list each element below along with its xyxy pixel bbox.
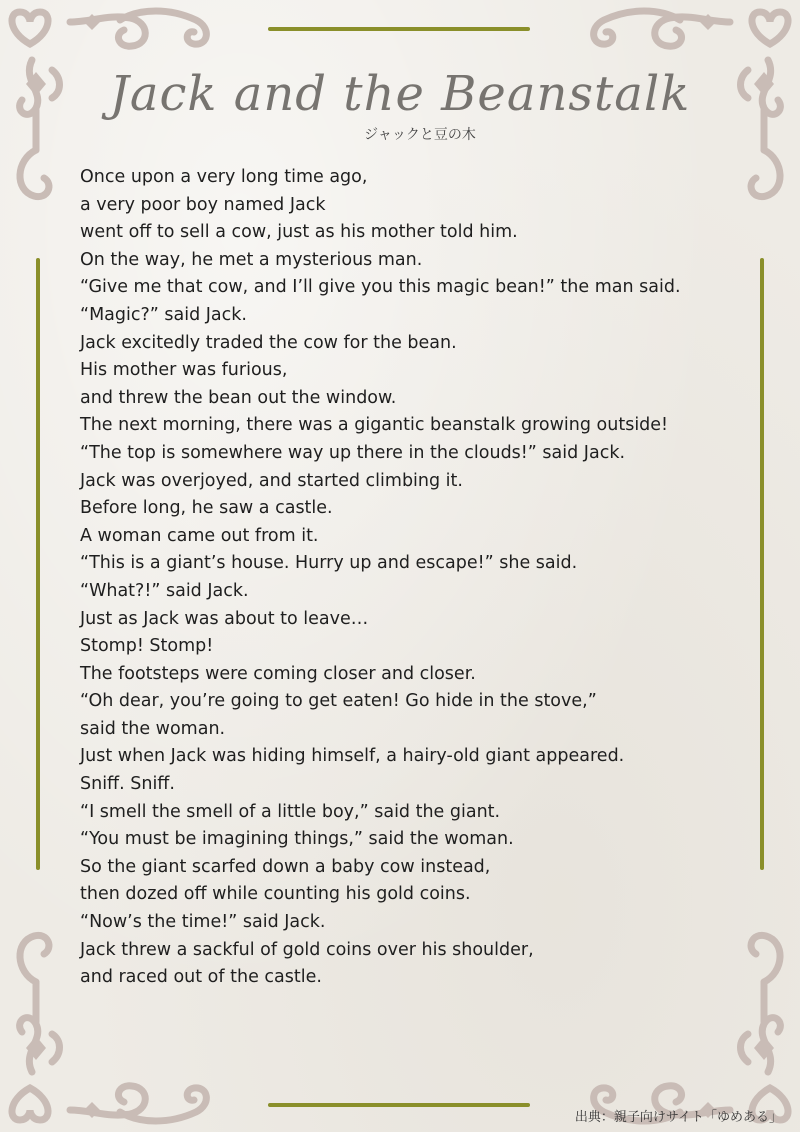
story-line: “What?!” said Jack.: [80, 580, 249, 601]
story-line: went off to sell a cow, just as his mother told him.: [80, 222, 518, 243]
story-line: Jack was overjoyed, and started climbing it.: [80, 470, 463, 491]
story-line: Just when Jack was hiding himself, a hairy-old giant appeared.: [80, 746, 625, 767]
left-rule: [36, 258, 40, 870]
source-credit: 出典：親子向けサイト「ゆめある」: [574, 1110, 782, 1125]
story-line: The footsteps were coming closer and closer.: [80, 663, 476, 684]
story-line: So the giant scarfed down a baby cow instead,: [80, 856, 491, 877]
story-line: “Oh dear, you’re going to get eaten! Go hide in the stove,”: [80, 691, 597, 712]
story-line: The next morning, there was a gigantic beanstalk growing outside!: [80, 415, 669, 436]
story-line: and raced out of the castle.: [80, 967, 322, 988]
story-line: His mother was furious,: [80, 360, 288, 381]
story-line: Jack excitedly traded the cow for the bean.: [80, 332, 457, 353]
story-line: a very poor boy named Jack: [80, 194, 326, 215]
story-line: and threw the bean out the window.: [80, 387, 397, 408]
story-line: “Now’s the time!” said Jack.: [80, 912, 326, 933]
story-line: said the woman.: [80, 718, 226, 739]
story-line: then dozed off while counting his gold coins.: [80, 884, 471, 905]
story-text: [80, 164, 750, 992]
story-line: “This is a giant’s house. Hurry up and escape!” she said.: [80, 553, 578, 574]
top-rule: [268, 27, 530, 31]
story-line: Before long, he saw a castle.: [80, 498, 333, 519]
story-line: A woman came out from it.: [80, 525, 319, 546]
story-line: “You must be imagining things,” said the woman.: [80, 829, 514, 850]
story-line: “I smell the smell of a little boy,” said the giant.: [80, 801, 501, 822]
story-line: “Magic?” said Jack.: [80, 304, 247, 325]
story-line: Stomp! Stomp!: [80, 636, 214, 657]
story-line: Just as Jack was about to leave…: [80, 608, 369, 629]
story-title: Jack and the Beanstalk: [109, 66, 691, 122]
story-line: Sniff. Sniff.: [80, 774, 175, 795]
story-line: On the way, he met a mysterious man.: [80, 249, 423, 270]
bottom-rule: [268, 1103, 530, 1107]
story-line: Jack threw a sackful of gold coins over his shoulder,: [80, 939, 534, 960]
right-rule: [760, 258, 764, 870]
story-line: “The top is somewhere way up there in the clouds!” said Jack.: [80, 442, 626, 463]
story-line: “Give me that cow, and I’ll give you this magic bean!” the man said.: [80, 277, 681, 298]
story-subtitle-japanese: ジャックと豆の木: [364, 127, 476, 143]
story-line: Once upon a very long time ago,: [80, 167, 368, 187]
